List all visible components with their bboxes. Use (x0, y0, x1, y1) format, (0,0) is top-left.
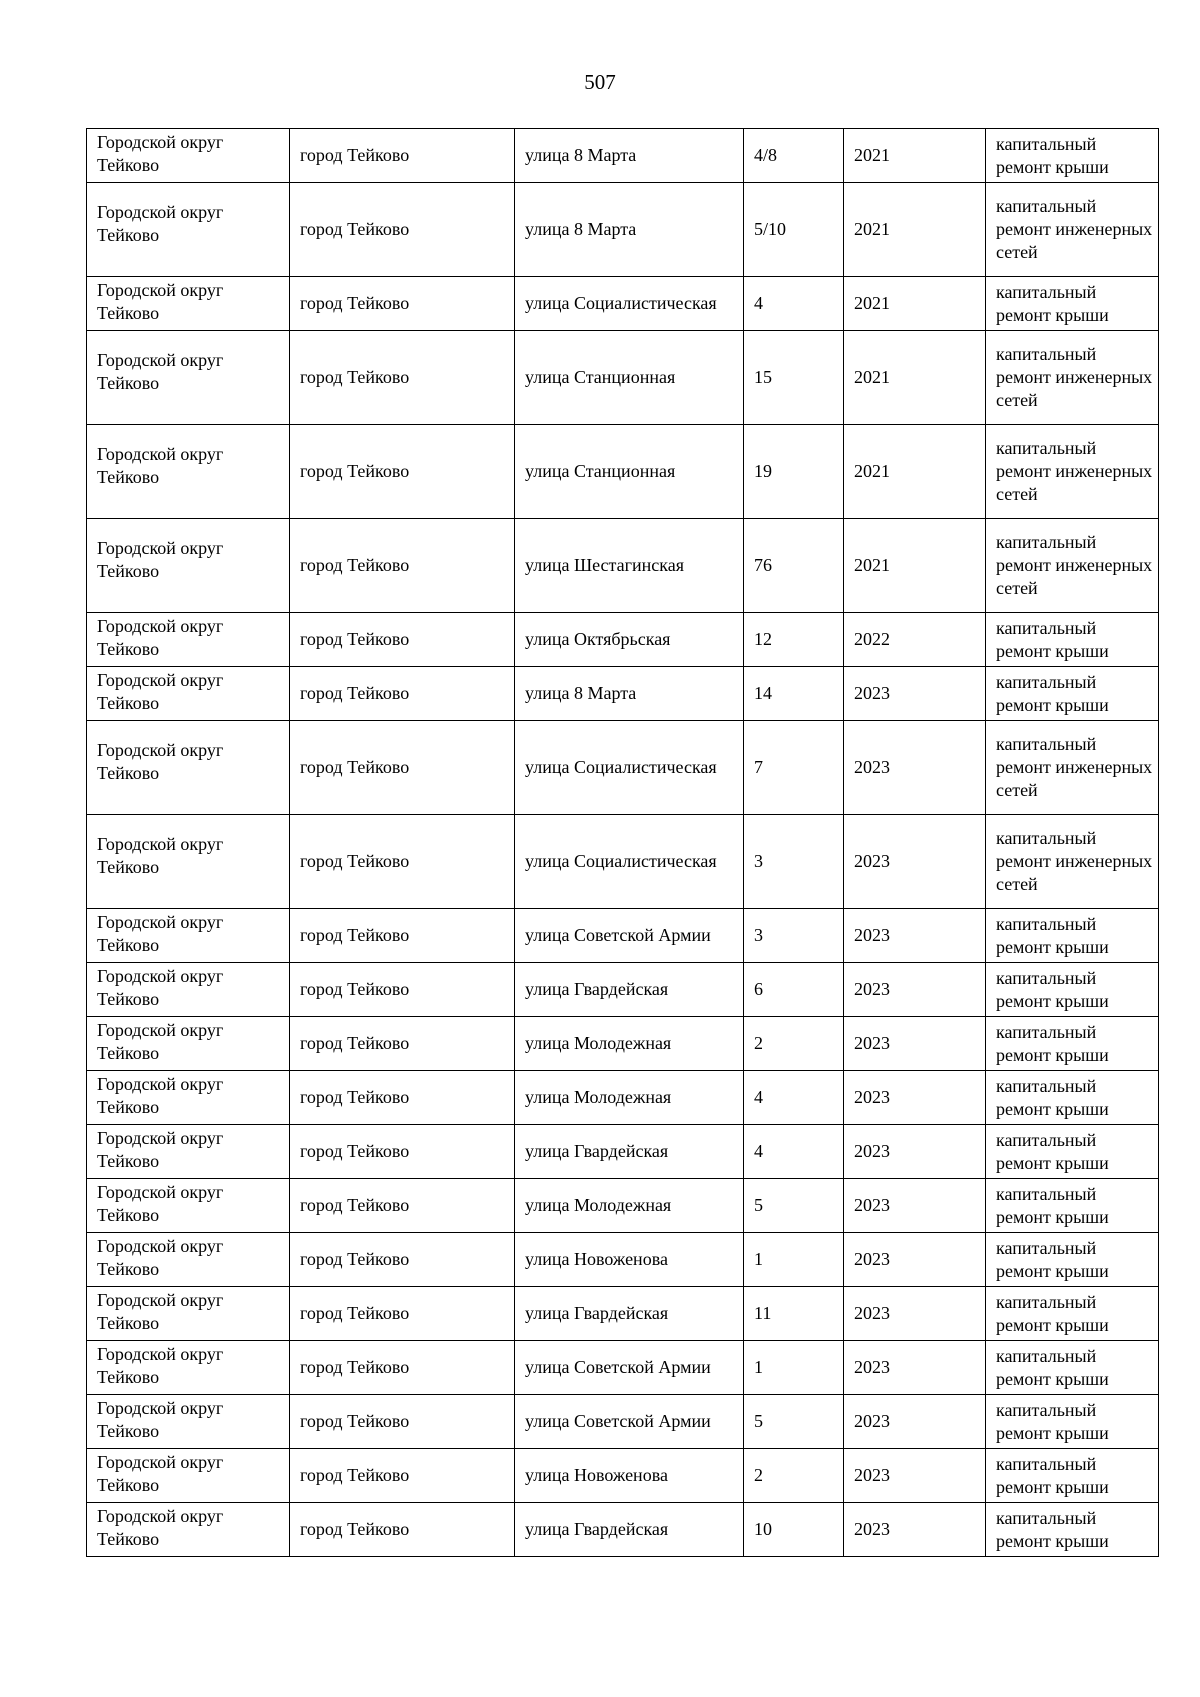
work-type-cell: капитальный ремонт инженерных сетей (986, 815, 1159, 909)
city-cell: город Тейково (290, 519, 515, 613)
work-type-cell: капитальный ремонт крыши (986, 1071, 1159, 1125)
year-cell: 2023 (844, 1233, 986, 1287)
house-number-cell: 3 (744, 909, 844, 963)
table-row (87, 129, 1159, 183)
year-cell: 2023 (844, 667, 986, 721)
table-row (87, 1017, 1159, 1071)
page-number: 507 (584, 70, 616, 94)
city-cell: город Тейково (290, 1179, 515, 1233)
work-type-cell: капитальный ремонт инженерных сетей (986, 519, 1159, 613)
district-cell: Городской округ Тейково (87, 815, 290, 909)
table-row (87, 1341, 1159, 1395)
house-number-cell: 19 (744, 425, 844, 519)
work-type-cell: капитальный ремонт крыши (986, 1341, 1159, 1395)
table-row (87, 613, 1159, 667)
table-row (87, 815, 1159, 909)
table-row (87, 1395, 1159, 1449)
work-type-cell: капитальный ремонт крыши (986, 1503, 1159, 1557)
work-type-cell: капитальный ремонт крыши (986, 129, 1159, 183)
house-number-cell: 1 (744, 1341, 844, 1395)
year-cell: 2021 (844, 129, 986, 183)
city-cell: город Тейково (290, 1503, 515, 1557)
table-row (87, 909, 1159, 963)
district-cell: Городской округ Тейково (87, 425, 290, 519)
year-cell: 2023 (844, 1179, 986, 1233)
repair-schedule-table (86, 128, 1159, 1557)
year-cell: 2021 (844, 277, 986, 331)
district-cell: Городской округ Тейково (87, 1395, 290, 1449)
city-cell: город Тейково (290, 425, 515, 519)
house-number-cell: 4 (744, 1071, 844, 1125)
work-type-cell: капитальный ремонт крыши (986, 909, 1159, 963)
year-cell: 2021 (844, 183, 986, 277)
district-cell: Городской округ Тейково (87, 331, 290, 425)
table-row (87, 519, 1159, 613)
city-cell: город Тейково (290, 909, 515, 963)
district-cell: Городской округ Тейково (87, 1287, 290, 1341)
city-cell: город Тейково (290, 721, 515, 815)
year-cell: 2023 (844, 1125, 986, 1179)
work-type-cell: капитальный ремонт крыши (986, 1449, 1159, 1503)
street-cell: улица Гвардейская (515, 1125, 744, 1179)
street-cell: улица Молодежная (515, 1017, 744, 1071)
district-cell: Городской округ Тейково (87, 183, 290, 277)
city-cell: город Тейково (290, 277, 515, 331)
house-number-cell: 15 (744, 331, 844, 425)
house-number-cell: 2 (744, 1017, 844, 1071)
work-type-cell: капитальный ремонт крыши (986, 1287, 1159, 1341)
table-row (87, 331, 1159, 425)
year-cell: 2023 (844, 1503, 986, 1557)
house-number-cell: 5 (744, 1179, 844, 1233)
city-cell: город Тейково (290, 667, 515, 721)
street-cell: улица Социалистическая (515, 277, 744, 331)
city-cell: город Тейково (290, 1071, 515, 1125)
year-cell: 2023 (844, 1017, 986, 1071)
city-cell: город Тейково (290, 183, 515, 277)
street-cell: улица Социалистическая (515, 815, 744, 909)
city-cell: город Тейково (290, 613, 515, 667)
year-cell: 2023 (844, 1071, 986, 1125)
district-cell: Городской округ Тейково (87, 1017, 290, 1071)
work-type-cell: капитальный ремонт крыши (986, 1017, 1159, 1071)
work-type-cell: капитальный ремонт крыши (986, 667, 1159, 721)
street-cell: улица Советской Армии (515, 1395, 744, 1449)
house-number-cell: 5 (744, 1395, 844, 1449)
house-number-cell: 76 (744, 519, 844, 613)
table-row (87, 277, 1159, 331)
district-cell: Городской округ Тейково (87, 613, 290, 667)
year-cell: 2023 (844, 1395, 986, 1449)
year-cell: 2021 (844, 425, 986, 519)
year-cell: 2023 (844, 1449, 986, 1503)
table-row (87, 1179, 1159, 1233)
street-cell: улица Советской Армии (515, 1341, 744, 1395)
work-type-cell: капитальный ремонт крыши (986, 1233, 1159, 1287)
street-cell: улица 8 Марта (515, 183, 744, 277)
street-cell: улица Советской Армии (515, 909, 744, 963)
table-row (87, 963, 1159, 1017)
house-number-cell: 10 (744, 1503, 844, 1557)
table-row (87, 1287, 1159, 1341)
street-cell: улица Октябрьская (515, 613, 744, 667)
work-type-cell: капитальный ремонт инженерных сетей (986, 183, 1159, 277)
table-row (87, 425, 1159, 519)
street-cell: улица Станционная (515, 331, 744, 425)
city-cell: город Тейково (290, 963, 515, 1017)
house-number-cell: 4/8 (744, 129, 844, 183)
street-cell: улица Станционная (515, 425, 744, 519)
table-row (87, 1071, 1159, 1125)
house-number-cell: 5/10 (744, 183, 844, 277)
city-cell: город Тейково (290, 331, 515, 425)
house-number-cell: 1 (744, 1233, 844, 1287)
district-cell: Городской округ Тейково (87, 277, 290, 331)
district-cell: Городской округ Тейково (87, 1233, 290, 1287)
house-number-cell: 4 (744, 1125, 844, 1179)
table-row (87, 721, 1159, 815)
city-cell: город Тейково (290, 1233, 515, 1287)
table-row (87, 1503, 1159, 1557)
table-row (87, 1449, 1159, 1503)
house-number-cell: 2 (744, 1449, 844, 1503)
district-cell: Городской округ Тейково (87, 519, 290, 613)
district-cell: Городской округ Тейково (87, 909, 290, 963)
district-cell: Городской округ Тейково (87, 1503, 290, 1557)
street-cell: улица Новоженова (515, 1233, 744, 1287)
street-cell: улица Социалистическая (515, 721, 744, 815)
table-row (87, 667, 1159, 721)
house-number-cell: 4 (744, 277, 844, 331)
year-cell: 2023 (844, 963, 986, 1017)
year-cell: 2023 (844, 909, 986, 963)
year-cell: 2023 (844, 1341, 986, 1395)
house-number-cell: 6 (744, 963, 844, 1017)
work-type-cell: капитальный ремонт крыши (986, 1395, 1159, 1449)
year-cell: 2021 (844, 331, 986, 425)
city-cell: город Тейково (290, 1017, 515, 1071)
work-type-cell: капитальный ремонт крыши (986, 613, 1159, 667)
year-cell: 2023 (844, 815, 986, 909)
city-cell: город Тейково (290, 1449, 515, 1503)
street-cell: улица 8 Марта (515, 667, 744, 721)
work-type-cell: капитальный ремонт крыши (986, 1125, 1159, 1179)
city-cell: город Тейково (290, 815, 515, 909)
work-type-cell: капитальный ремонт крыши (986, 277, 1159, 331)
city-cell: город Тейково (290, 1341, 515, 1395)
street-cell: улица Молодежная (515, 1179, 744, 1233)
district-cell: Городской округ Тейково (87, 963, 290, 1017)
work-type-cell: капитальный ремонт инженерных сетей (986, 721, 1159, 815)
work-type-cell: капитальный ремонт крыши (986, 963, 1159, 1017)
street-cell: улица 8 Марта (515, 129, 744, 183)
year-cell: 2023 (844, 1287, 986, 1341)
table-row (87, 183, 1159, 277)
district-cell: Городской округ Тейково (87, 129, 290, 183)
work-type-cell: капитальный ремонт инженерных сетей (986, 331, 1159, 425)
street-cell: улица Шестагинская (515, 519, 744, 613)
house-number-cell: 11 (744, 1287, 844, 1341)
street-cell: улица Новоженова (515, 1449, 744, 1503)
city-cell: город Тейково (290, 1125, 515, 1179)
district-cell: Городской округ Тейково (87, 1341, 290, 1395)
year-cell: 2021 (844, 519, 986, 613)
street-cell: улица Гвардейская (515, 963, 744, 1017)
district-cell: Городской округ Тейково (87, 1071, 290, 1125)
table-row (87, 1125, 1159, 1179)
street-cell: улица Молодежная (515, 1071, 744, 1125)
district-cell: Городской округ Тейково (87, 721, 290, 815)
street-cell: улица Гвардейская (515, 1503, 744, 1557)
street-cell: улица Гвардейская (515, 1287, 744, 1341)
year-cell: 2023 (844, 721, 986, 815)
city-cell: город Тейково (290, 129, 515, 183)
year-cell: 2022 (844, 613, 986, 667)
district-cell: Городской округ Тейково (87, 1125, 290, 1179)
city-cell: город Тейково (290, 1287, 515, 1341)
district-cell: Городской округ Тейково (87, 1179, 290, 1233)
district-cell: Городской округ Тейково (87, 1449, 290, 1503)
work-type-cell: капитальный ремонт крыши (986, 1179, 1159, 1233)
house-number-cell: 7 (744, 721, 844, 815)
table-body (87, 129, 1159, 1557)
work-type-cell: капитальный ремонт инженерных сетей (986, 425, 1159, 519)
house-number-cell: 14 (744, 667, 844, 721)
district-cell: Городской округ Тейково (87, 667, 290, 721)
city-cell: город Тейково (290, 1395, 515, 1449)
house-number-cell: 12 (744, 613, 844, 667)
house-number-cell: 3 (744, 815, 844, 909)
table-row (87, 1233, 1159, 1287)
